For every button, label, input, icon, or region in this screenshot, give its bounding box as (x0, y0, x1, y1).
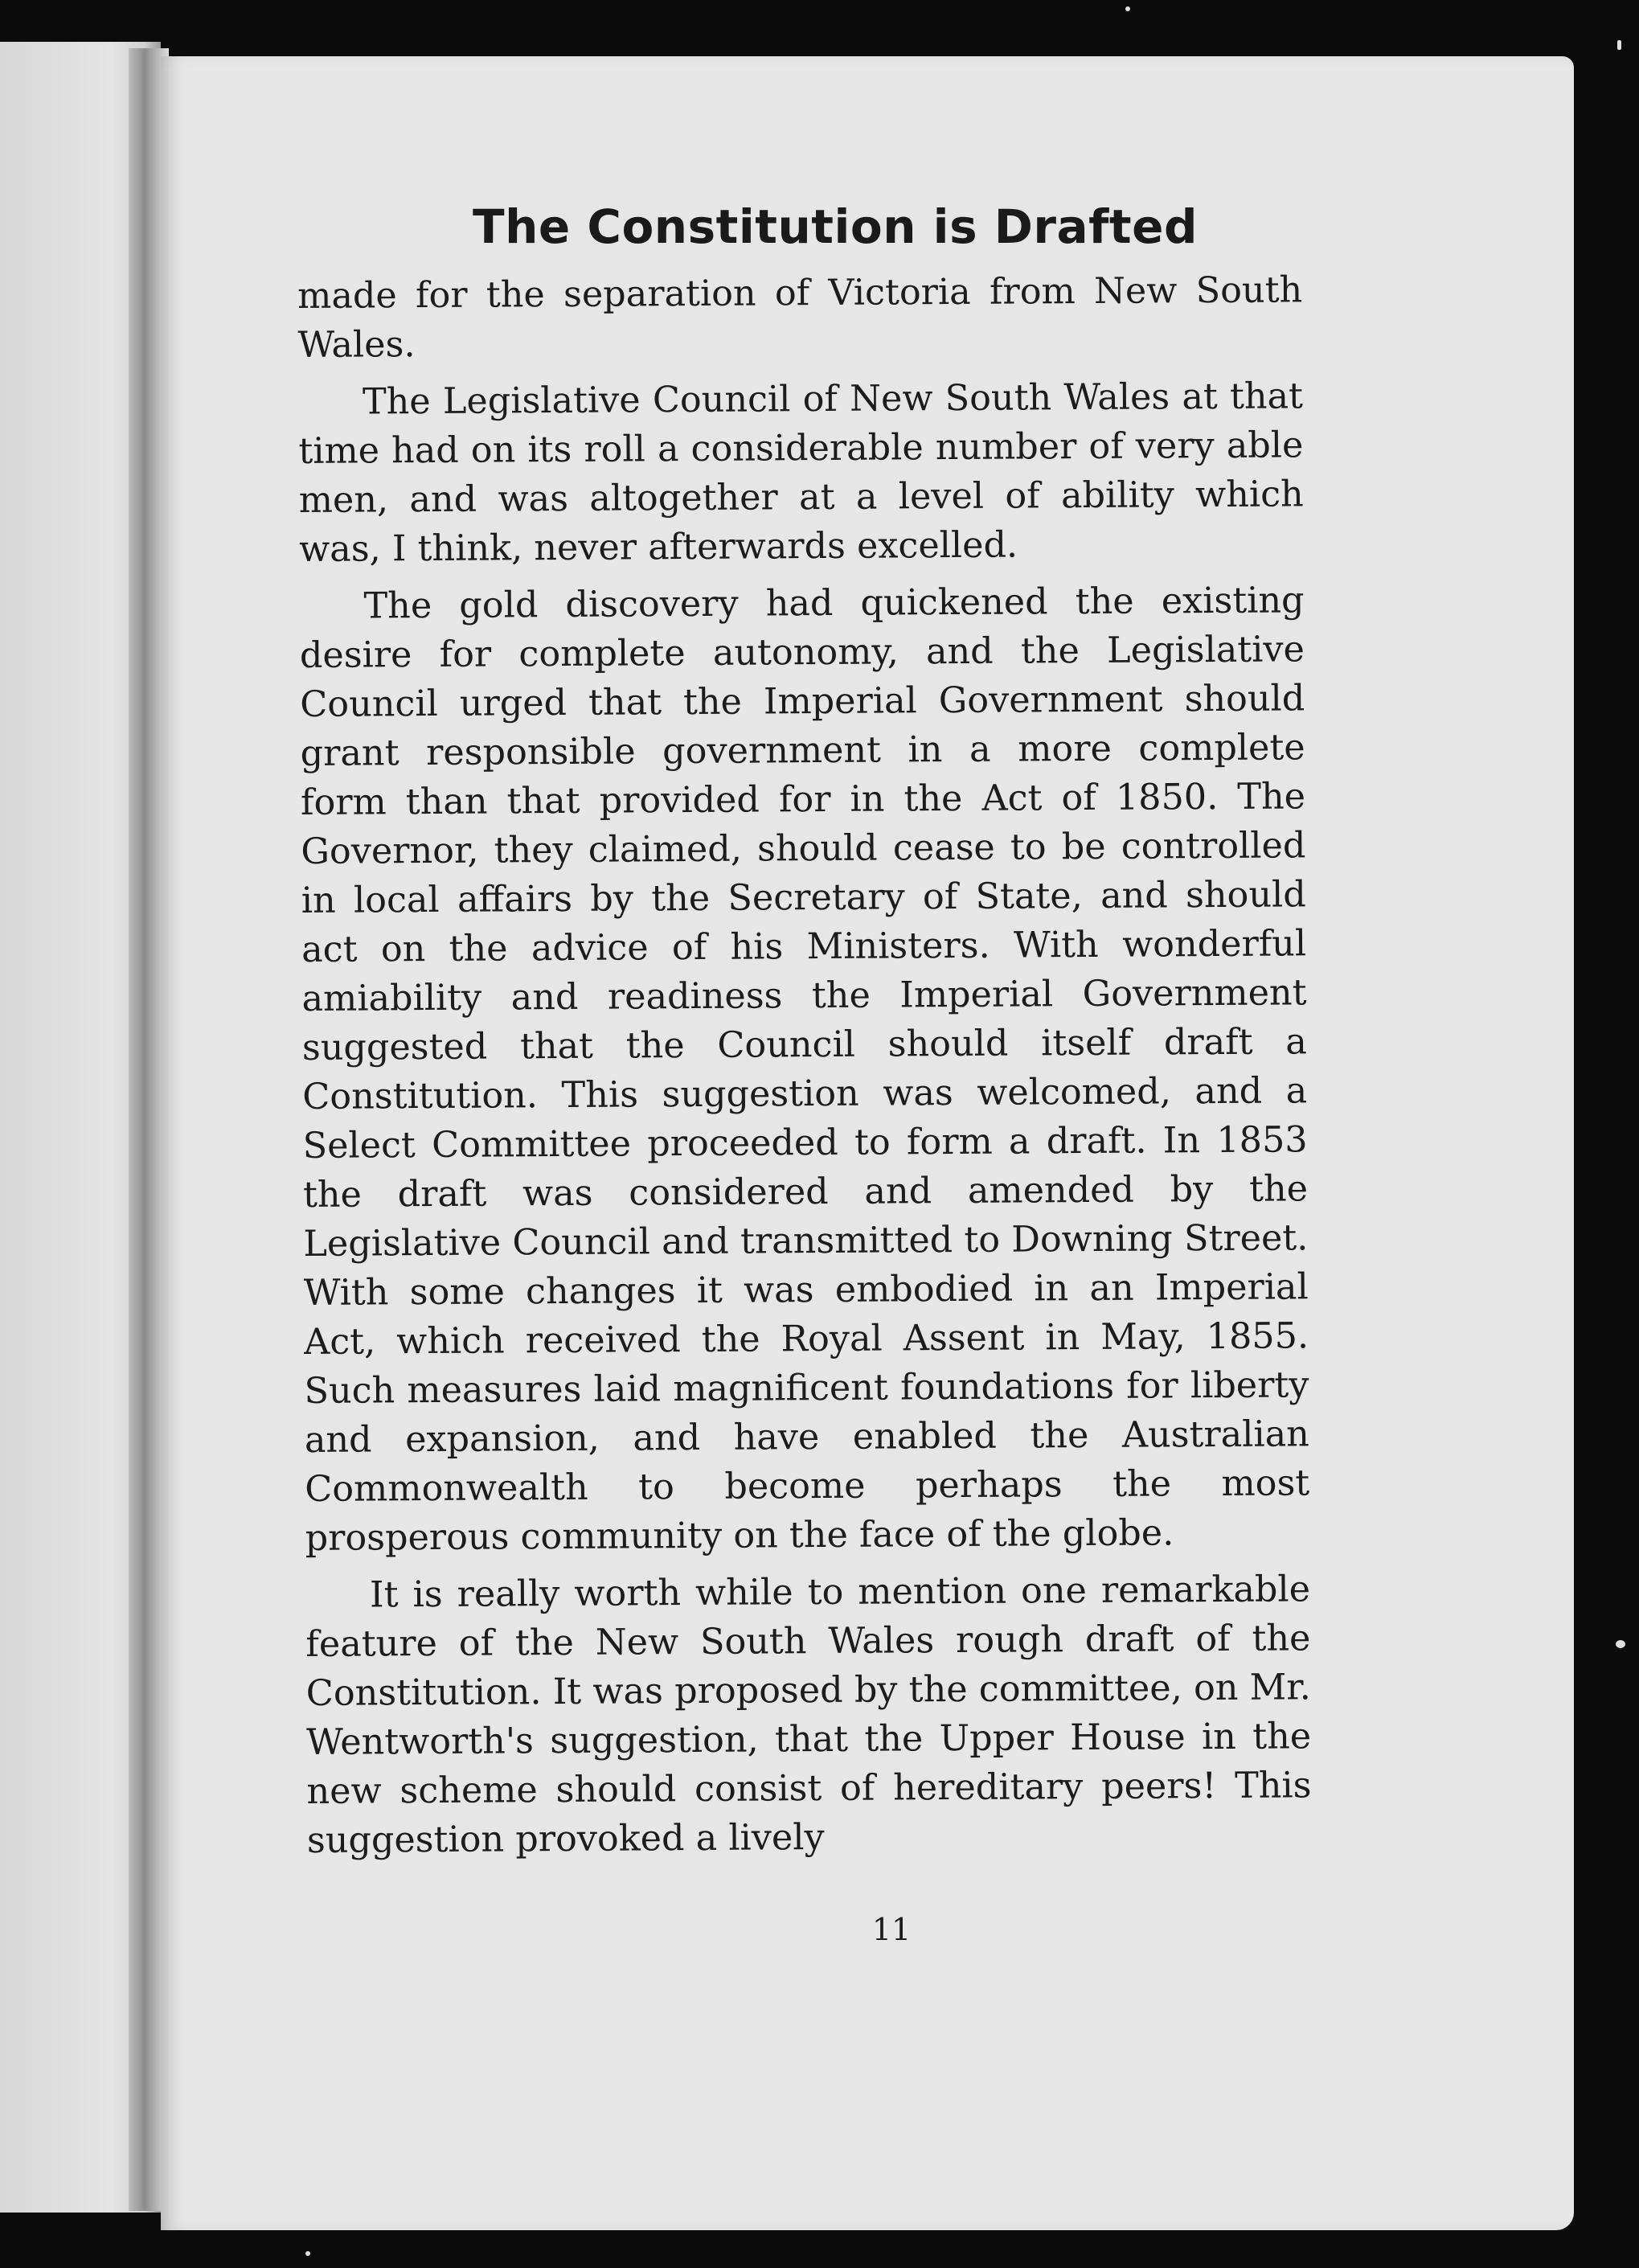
scan-speck (305, 2251, 310, 2256)
page-body-text (297, 265, 1312, 1865)
page-number: 11 (871, 1912, 912, 1947)
paragraph-3: The gold discovery had quickened the existing desire for complete autonomy, and the Legislative Council urged that the Imperial Government should grant responsible government in a more complete form than that provided for in the Act of 1850. The Governor, they claimed, should cease to be controlled in local affairs by the Secretary of State, and should act on the advice of his Ministers. With wonderful amiability and readiness the Imperial Government suggested that the Council should itself draft a Constitution. This suggestion was welcomed, and a Select Committee proceeded to form a draft. In 1853 the draft was considered and amended by the Legislative Council and transmitted to Downing Street. With some changes it was embodied in an Imperial Act, which received the Royal Assent in May, 1855. Such measures laid magnificent foundations for liberty and expansion, and have enabled the Australian Commonwealth to become perhaps the most prosperous community on the face of the globe. (299, 580, 1310, 1559)
paragraph-2: The Legislative Council of New South Wales at that time had on its roll a considerable number of very able men, and was altogether at a level of ability which was, I think, never afterwards excelled. (298, 375, 1304, 570)
paragraph-1: made for the separation of Victoria from New South Wales. (297, 269, 1303, 366)
book-page (161, 56, 1574, 2230)
scan-speck (1617, 40, 1621, 50)
scan-speck (1616, 1640, 1625, 1648)
paragraph-4: It is really worth while to mention one remarkable feature of the New South Wales rough draft of the Constitution. It was proposed by the committee, on Mr. Wentworth's suggestion, that the Upper House in the new scheme should consist of hereditary peers! This suggestion provoked a lively (305, 1569, 1312, 1861)
page-title: The Constitution is Drafted (473, 199, 1198, 254)
scan-speck (1125, 6, 1130, 11)
